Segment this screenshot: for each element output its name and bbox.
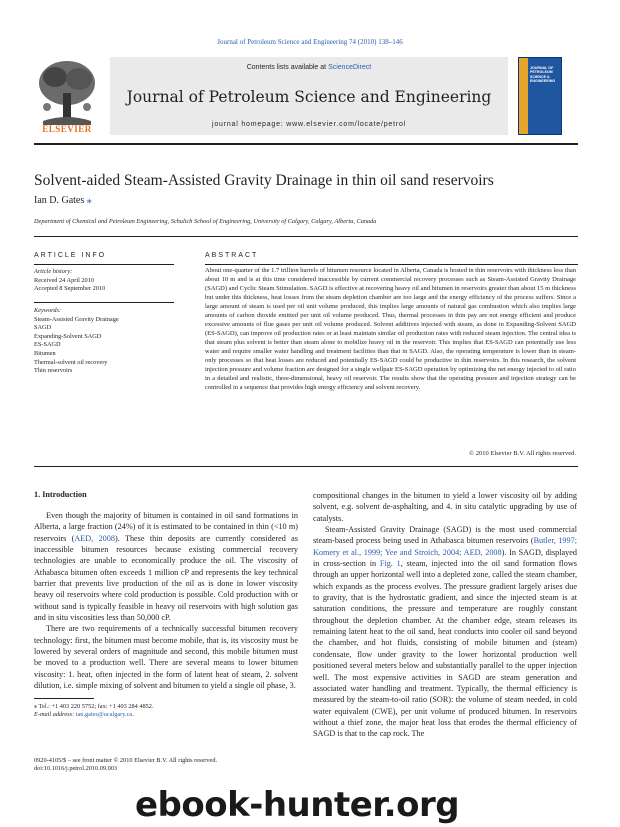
text-run: Even though the majority of bitumen is contained in oil sand formations in Alberta, a large fraction (24%) of it is estimated to be contained in thin (<10 m) reservoirs ( <box>34 511 298 543</box>
received-date: Received 24 April 2010 <box>34 276 94 284</box>
body-column-right <box>313 490 577 740</box>
abstract-text: About one-quarter of the 1.7 trillion barrels of bitumen resource located in Alberta, Canada is hosted in thin reservoirs with thickness less than about 10 m and is at this time considered inaccessible by current commercial recovery processes such as Steam-Assisted Gravity Drainage (SAGD) and Cyclic Steam Stimulation. SAGD is effective at recovering heavy oil and bitumen in reservoirs greater than about 15 m thickness but under this thickness, heat losses from the steam depletion chamber are too large and the energy efficiency of the process suffers. Since a large amount of steam is used per oil unit volume produced, this implies large amounts of natural gas combustion which also implies large amounts of carbon dioxide emitted per unit oil volume produced. Thus, thermal processes in thin pay are not energy efficient and produce excessive amounts of flue gases per unit oil volume produced. Solvent additives injected with steam, as done in Expanding-Solvent SAGD (ES-SAGD), can improve oil production rates or at least maintain similar oil production rates with reduced steam injection. The central idea is that steam plus solvent is better than steam alone to mobilize heavy oil in the reservoir. This implies that ES-SAGD can potentially use less water and require smaller water handling and treatment facilities than that in SAGD. Also, the operating temperature is lower than in steam-only processes so that heat losses are reduced and potentially ES-SAGD could be productive in thin reservoirs. In this research, the solvent injection pressure and volume fraction are designed for a single wellpair ES-SAGD operation by optimizing the net energy injected to oil ratio in a detailed and realistic, three-dimensional, heavy oil reservoir. The results show that the operating pressure and injection strategy can be controlled in a sequence that provides high energy efficiency and solvent recovery. <box>205 267 577 391</box>
author-footnote <box>34 703 294 720</box>
author-name: Ian D. Gates <box>34 195 85 206</box>
contents-prefix: Contents lists available at <box>246 64 329 71</box>
elsevier-tree-logo <box>33 57 101 133</box>
intro-paragraph-2: There are two requirements of a technically successful bitumen recovery technology: first, the bitumen must become mobile, that is, its viscosity must be lowered by several orders of magnitude and second, this mobile bitumen must be moved to a production well. There are several means to lower bitumen viscosity: 1. heat, often injected in the form of latent heat of steam, 2. solvent dilution, i.e. simple mixing of solvent and bitumen to yield a single oil phase, 3. <box>34 624 298 691</box>
text-run: , steam, injected into the oil sand formation flows through an upper horizontal well into a depleted zone, called the steam chamber, which expands as the process evolves. The pressure gradient largely arises due to gravity, that is the hydrostatic gradient, and since the injected steam is at saturation conditions, the pressure and temperature are roughly constant throughout the depletion chamber. At the chamber edge, steam releases its remaining latent heat to the oil sand, heat conducts into cooler oil sand beyond the chamber, and hot fluids, consisting of mobile bitumen and (steam) condensate, flow under gravity to the lower horizontal production well positioned several meters below and substantially parallel to the upper injection well. The most expensive activities in SAGD are steam generation and associated water handling and treatment. Typically, the thermal efficiency is measured by the steam-to-oil ratio (SOR): the volume of steam needed, in cold water equivalent (CWE), per unit volume of produced bitumen. In reservoirs without a thief zone, the major heat loss that erodes the thermal efficiency of SAGD is that to the cap rock. The <box>313 559 577 739</box>
journal-cover-thumbnail <box>518 57 562 135</box>
abstract-copyright: © 2010 Elsevier B.V. All rights reserved. <box>469 450 576 457</box>
keywords-block <box>34 307 184 376</box>
abstract-bottom-rule <box>34 466 578 467</box>
keyword-item: SAGD <box>34 324 52 332</box>
cover-strip <box>519 58 528 134</box>
affiliation: Department of Chemical and Petroleum Engineering, Schulich School of Engineering, University of Calgary, Calgary, Alberta, Canada <box>34 218 377 225</box>
history-label: Article history: <box>34 268 73 275</box>
keyword-item: Expanding-Solvent SAGD <box>34 332 102 340</box>
text-run: ). These thin deposits are currently considered as inaccessible bitumen resources because existing commercial recovery technologies are unable to economically produce the oil. The viscosity of Athabasca bitumen often exceeds 1 million cP and represents the key technical barrier that prevents live production of the oil as is done in lower viscosity heavy oil reservoirs where cold production is possible. Cold production with or without sand is typically feasible in heavy oil reservoirs with high solution gas and in situ viscosities less than 50,000 cP. <box>34 533 298 623</box>
intro-paragraph-1 <box>34 510 298 623</box>
author-line <box>34 195 92 206</box>
keywords-label: Keywords: <box>34 307 62 314</box>
header-rule <box>34 143 578 145</box>
intro-paragraph-3 <box>313 524 577 740</box>
keyword-item: Thin reservoirs <box>34 367 73 375</box>
body-column-left <box>34 510 298 692</box>
article-info-heading: ARTICLE INFO <box>34 252 107 259</box>
history-rule <box>34 302 174 303</box>
contact-email-line <box>34 711 294 719</box>
footnote-rule <box>34 698 94 699</box>
email-link[interactable]: ian.gates@ucalgary.ca <box>75 711 133 719</box>
journal-homepage[interactable]: journal homepage: www.elsevier.com/locate/petrol <box>211 121 407 128</box>
figure-link[interactable]: Fig. 1 <box>379 559 401 569</box>
sciencedirect-link[interactable]: ScienceDirect <box>328 64 372 71</box>
text-run: ). In SAGD, displayed in cross-section in <box>313 547 578 569</box>
abstract-heading: ABSTRACT <box>205 252 259 259</box>
keyword-item: Steam-Assisted Gravity Drainage <box>34 315 119 323</box>
text-run: . <box>132 711 134 719</box>
keyword-item: Thermal-solvent oil recovery <box>34 358 108 366</box>
accepted-date: Accepted 8 September 2010 <box>34 285 106 293</box>
author-footnote-mark[interactable]: ⁎ <box>86 195 92 206</box>
citation-link[interactable]: AED, 2008 <box>74 533 115 543</box>
intro-paragraph-continued: compositional changes in the bitumen to yield a lower viscosity oil by adding solvent, e.g. solvent de-asphalting, and 4. in situ catalytic upgrading by use of catalysts. <box>313 491 577 523</box>
issn-line: 0920-4105/$ – see front matter © 2010 Elsevier B.V. All rights reserved. <box>34 757 218 764</box>
article-history <box>34 268 184 294</box>
article-title: Solvent-aided Steam-Assisted Gravity Drainage in thin oil sand reservoirs <box>34 172 494 189</box>
contents-line <box>110 64 508 71</box>
page-footer <box>34 757 217 774</box>
section-heading-introduction: 1. Introduction <box>34 490 87 499</box>
text-run: Steam-Assisted Gravity Drainage (SAGD) is the most used commercial steam-based process being used in Athabasca bitumen reservoirs ( <box>313 525 577 546</box>
journal-title: Journal of Petroleum Science and Engineering <box>126 88 492 106</box>
keyword-item: Bitumen <box>34 349 56 357</box>
info-top-rule <box>34 236 578 237</box>
watermark-text: ebook-hunter.org <box>135 785 460 825</box>
abstract-rule <box>205 264 578 265</box>
article-info-rule <box>34 264 174 265</box>
citation-link[interactable]: Butler, 1997; Komery et al., 1999; Yee and Stroich, 2004; AED, 2008 <box>313 536 577 557</box>
email-label: E-mail address: <box>34 711 76 719</box>
keyword-item: ES-SAGD <box>34 341 61 349</box>
journal-citation[interactable]: Journal of Petroleum Science and Engineering 74 (2010) 138–146 <box>217 38 403 46</box>
publisher-name: ELSEVIER <box>42 124 92 134</box>
contact-phone: ⁎ Tel.: +1 403 220 5752; fax: +1 403 284 4852. <box>34 703 154 710</box>
cover-text: JOURNAL OF PETROLEUM SCIENCE & ENGINEERING <box>530 66 556 83</box>
doi-line[interactable]: doi:10.1016/j.petrol.2010.09.003 <box>34 765 118 773</box>
